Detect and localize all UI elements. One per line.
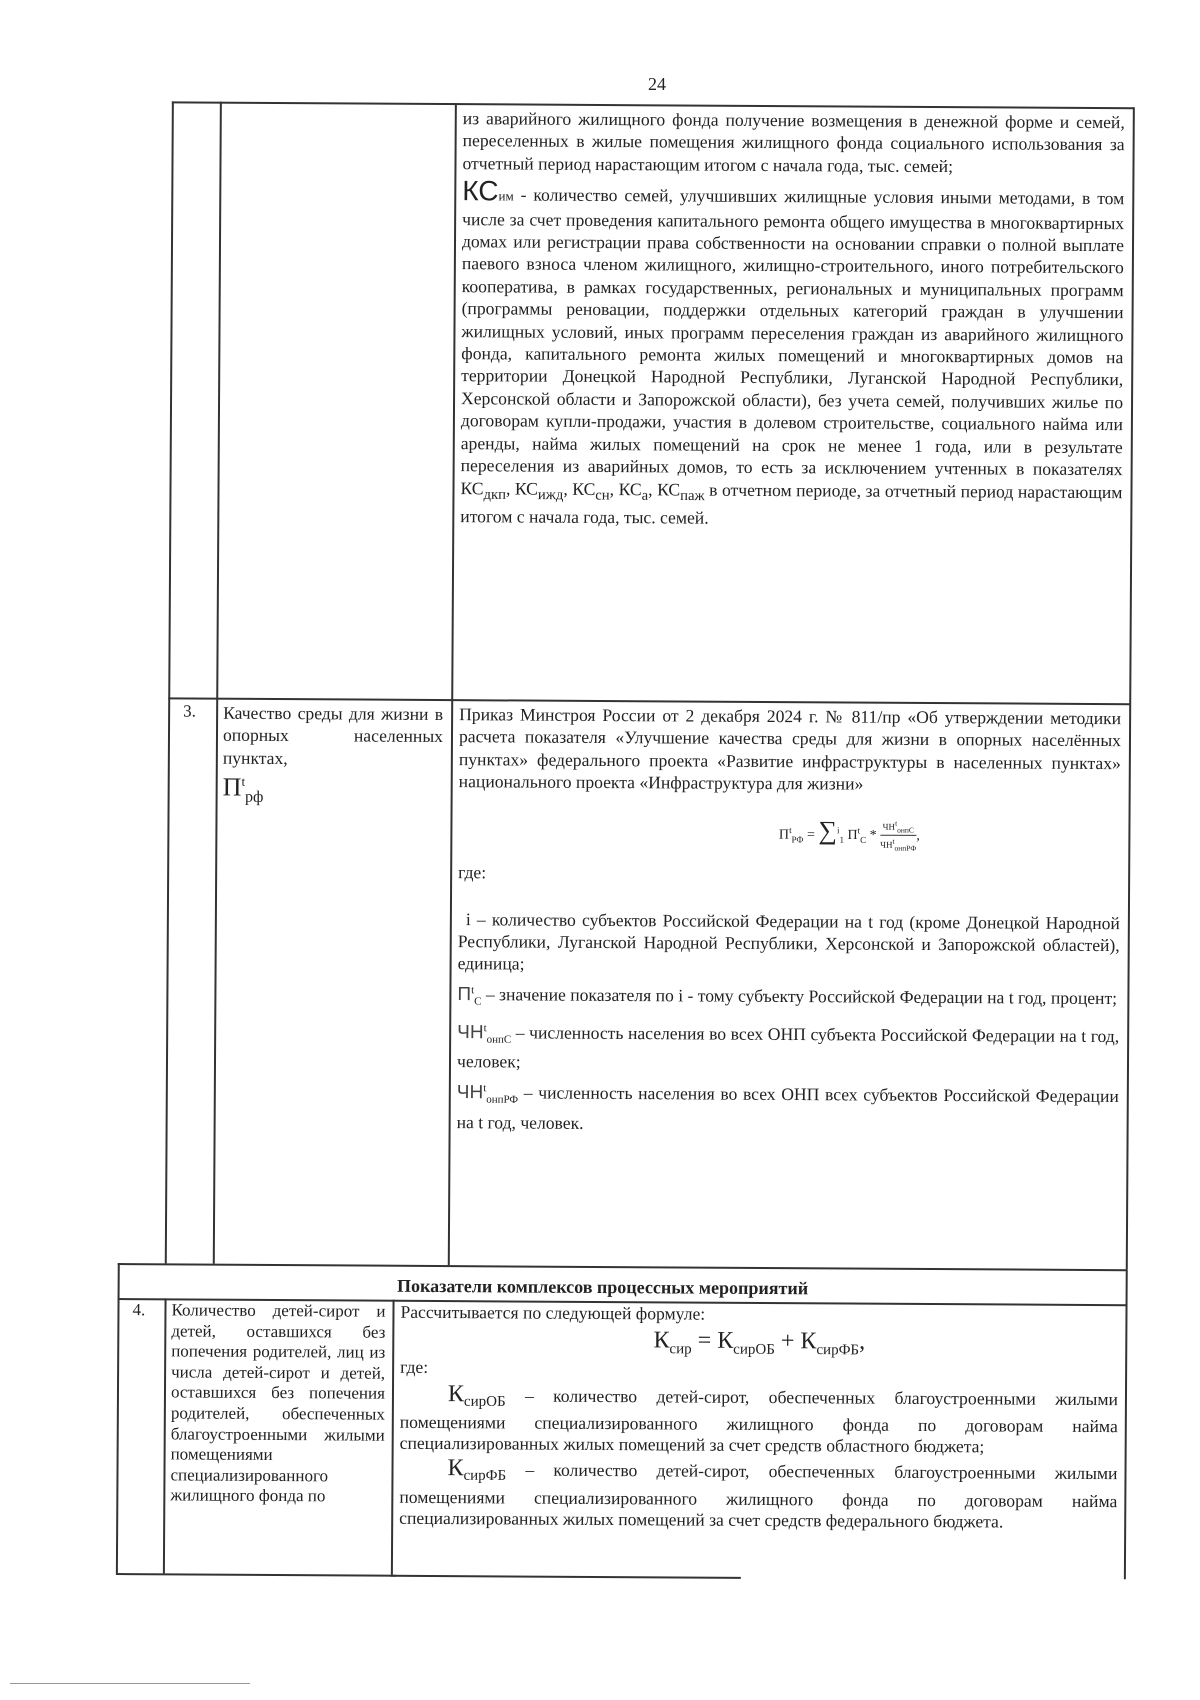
section-title: Показатели комплексов процессных мероприятий — [397, 1275, 809, 1299]
def-p-symbol: П — [457, 983, 472, 1005]
formula-lhs-sub: РФ — [791, 834, 804, 845]
formula-term: П — [847, 827, 858, 843]
formula-num: ЧН — [882, 821, 896, 832]
ks-izhd-sub: ижд — [537, 486, 564, 503]
row4-number: 4. — [132, 1300, 146, 1320]
f-sirfb: сирФБ — [816, 1342, 860, 1359]
row4-intro: Рассчитывается по следующей формуле: — [400, 1301, 706, 1324]
ks-sep: , КС — [648, 478, 681, 499]
ks-pazh-sub: паж — [680, 487, 705, 504]
formula-num-sup: t — [895, 818, 898, 828]
formula-eq: = — [803, 827, 819, 843]
row4-col-divider-1 — [163, 1298, 166, 1573]
col-divider-1 — [213, 102, 222, 1264]
d1-k: К — [447, 1380, 465, 1407]
formula-numerator — [880, 817, 916, 836]
def-chn2-symbol: ЧН — [456, 1081, 484, 1103]
row3-name-text: Качество среды для жизни в опорных населенных пунктах, — [222, 702, 444, 768]
row4-def2 — [399, 1455, 1118, 1533]
def-i-symbol: i — [465, 908, 471, 929]
def-p — [457, 979, 1119, 1017]
table-left-border — [165, 101, 174, 1263]
def-chn2 — [457, 1077, 1119, 1137]
d1-sub: сирОБ — [463, 1393, 506, 1410]
def-chn1-sub: онпС — [486, 1033, 512, 1046]
ks-dkp-sub: дкп — [483, 486, 506, 503]
def-chn1-text: – численность населения во всех ОНП субъекта Российской Федерации на t год, человек; — [456, 1021, 1120, 1072]
row3-source: Приказ Минстроя России от 2 декабря 2024 г. № 811/пр «Об утверждении методики расчета показателя «Улучшение качества среды для жизни в опорных населённых пунктах» федерального проекта «Развитие инфраструктуры в населенных пунктах» национального проекта «Инфраструктура для жизни» — [458, 704, 1122, 794]
section-top-border — [118, 1263, 1127, 1271]
def-i-text: – количество субъектов Российской Федерации на t год (кроме Донецкой Народной Республики, Луганской Народной Республики, Херсонской и Запорожской областей), единица; — [457, 908, 1120, 974]
row3-indicator-name — [223, 702, 444, 811]
row3-symbol-main: П — [222, 772, 242, 802]
row4-def1 — [399, 1380, 1119, 1459]
ks-sep: , КС — [563, 478, 596, 499]
col-divider-2 — [448, 103, 457, 1265]
formula-mul: * — [866, 827, 881, 843]
f-k: К — [653, 1327, 670, 1354]
f-k2: К — [717, 1327, 734, 1354]
ksim-definition — [460, 175, 1125, 532]
row4-col-divider-2 — [391, 1300, 394, 1575]
def-i — [458, 908, 1120, 979]
row3-symbol-sub: рф — [244, 788, 264, 807]
formula-den-sup: t — [892, 837, 895, 847]
row3-symbol — [223, 771, 443, 811]
row3-number: 3. — [183, 701, 196, 721]
row4-bottom-left — [116, 1573, 396, 1576]
formula-den-sub: онпРФ — [894, 844, 917, 854]
formula-sum: ∑ — [818, 815, 838, 845]
row4-method — [399, 1302, 1118, 1533]
formula-lhs-sup: t — [789, 824, 792, 835]
f-k3: К — [800, 1328, 817, 1355]
f-plus: + — [774, 1328, 801, 1355]
row4-gde: где: — [400, 1356, 429, 1377]
formula-lhs: П — [778, 827, 790, 843]
def-chn1-sup: t — [483, 1021, 487, 1034]
continuation-paragraph: из аварийного жилищного фонда получение возмещения в денежной форме и семей, переселенных в жилые помещения жилищного фонда социального использования за отчетный период нарастающим итогом с начала года, тыс. семей; — [462, 108, 1125, 176]
ksim-symbol: КС — [462, 175, 499, 207]
d2-k: К — [447, 1455, 464, 1482]
d1-text: – количество детей-сирот, обеспеченных благоустроенными жилыми помещениями специализированного жилищного фонда по договорам найма специализированных жилых помещений за счет средств областного бюджета; — [399, 1385, 1119, 1457]
row4-indicator-name — [170, 1300, 385, 1507]
row3-formula — [458, 815, 1120, 856]
footnote-separator — [10, 1683, 250, 1684]
def-chn2-text: – численность населения во всех ОНП всех субъектов Российской Федерации на t год, человек. — [456, 1082, 1119, 1133]
formula-denominator — [880, 836, 916, 854]
formula-term-sup: t — [857, 825, 861, 836]
section-right-border — [1124, 1269, 1127, 1579]
formula-comma: , — [916, 828, 920, 844]
formula-sum-sup: i — [836, 824, 840, 835]
row-continuation-text — [460, 107, 1125, 532]
ksim-text: - количество семей, улучшивших жилищные условия иными методами, в том числе за счет проведения капитального ремонта общего имущества в многоквартирных домах или регистрации права собственности на основании справки о полной выплате паевого взноса членом жилищного, жилищно-строительного, иного потребительского кооператива, в рамках государственных, региональных и муниципальных программ (программы реновации, поддержки отдельных категорий граждан в улучшении жилищных условий, иных программ переселения граждан из аварийного жилищного фонда, капитального ремонта жилых помещений и многоквартирных домов на территории Донецкой Народной Республики, Луганской Народной Республики, Херсонской области и Запорожской области), без учета семей, получивших жилье по договорам купли-продажи, участия в долевом строительстве, социального найма или аренды, найма жилых помещений на срок не менее 1 года, или в результате переселения из аварийных домов, то есть за исключением учтенных в показателях КС — [460, 184, 1125, 498]
ksim-subscript: им — [498, 188, 514, 204]
def-chn2-sup: t — [483, 1082, 487, 1095]
row3-symbol-sup: t — [241, 774, 246, 790]
def-chn2-sub: онпРФ — [486, 1093, 519, 1106]
f-eq: = — [691, 1327, 718, 1354]
def-chn1-symbol: ЧН — [457, 1021, 484, 1043]
f-sirob: сирОБ — [733, 1341, 775, 1358]
formula-den: ЧН — [880, 840, 893, 851]
def-p-sup: t — [471, 984, 475, 997]
formula-term-sub: С — [860, 834, 867, 845]
ks-sep: , КС — [609, 478, 642, 499]
ks-sn-sub: сн — [595, 486, 610, 504]
formula-fraction — [880, 817, 916, 854]
def-p-sub: С — [474, 995, 482, 1008]
row3-method — [457, 703, 1122, 1137]
f-sir: сир — [669, 1341, 692, 1358]
ks-sep: , КС — [505, 477, 539, 499]
page-number: 24 — [648, 74, 666, 94]
row4-bottom-right — [391, 1575, 741, 1579]
def-chn1 — [457, 1017, 1119, 1077]
ks-a-sub: а — [641, 487, 649, 504]
row4-name-text: Количество детей-сирот и детей, оставшихся без попечения родителей, лиц из числа детей-сирот и детей, оставшихся без попечения родителей, обеспеченных благоустроенными жилыми помещениями специализированного жилищного фонда по — [170, 1300, 386, 1506]
formula-sum-sub: 1 — [839, 834, 845, 845]
ks-tail: в отчетном периоде, за отчетный период нарастающим итогом с начала года, тыс. семей. — [460, 479, 1123, 529]
section-left-border — [116, 1263, 119, 1573]
f-comma: , — [859, 1328, 866, 1355]
def-p-text: – значение показателя по i - тому субъекту Российской Федерации на t год, процент; — [481, 983, 1118, 1008]
d2-sub: сирФБ — [463, 1468, 507, 1485]
table-right-border — [1126, 107, 1135, 1269]
formula-num-sub: онпС — [897, 825, 914, 835]
d2-text: – количество детей-сирот, обеспеченных благоустроенными жилыми помещениями специализированного жилищного фонда по договорам найма специализированных жилых помещений за счет средств федерального бюджета. — [399, 1459, 1118, 1532]
row3-gde: где: — [458, 862, 487, 883]
